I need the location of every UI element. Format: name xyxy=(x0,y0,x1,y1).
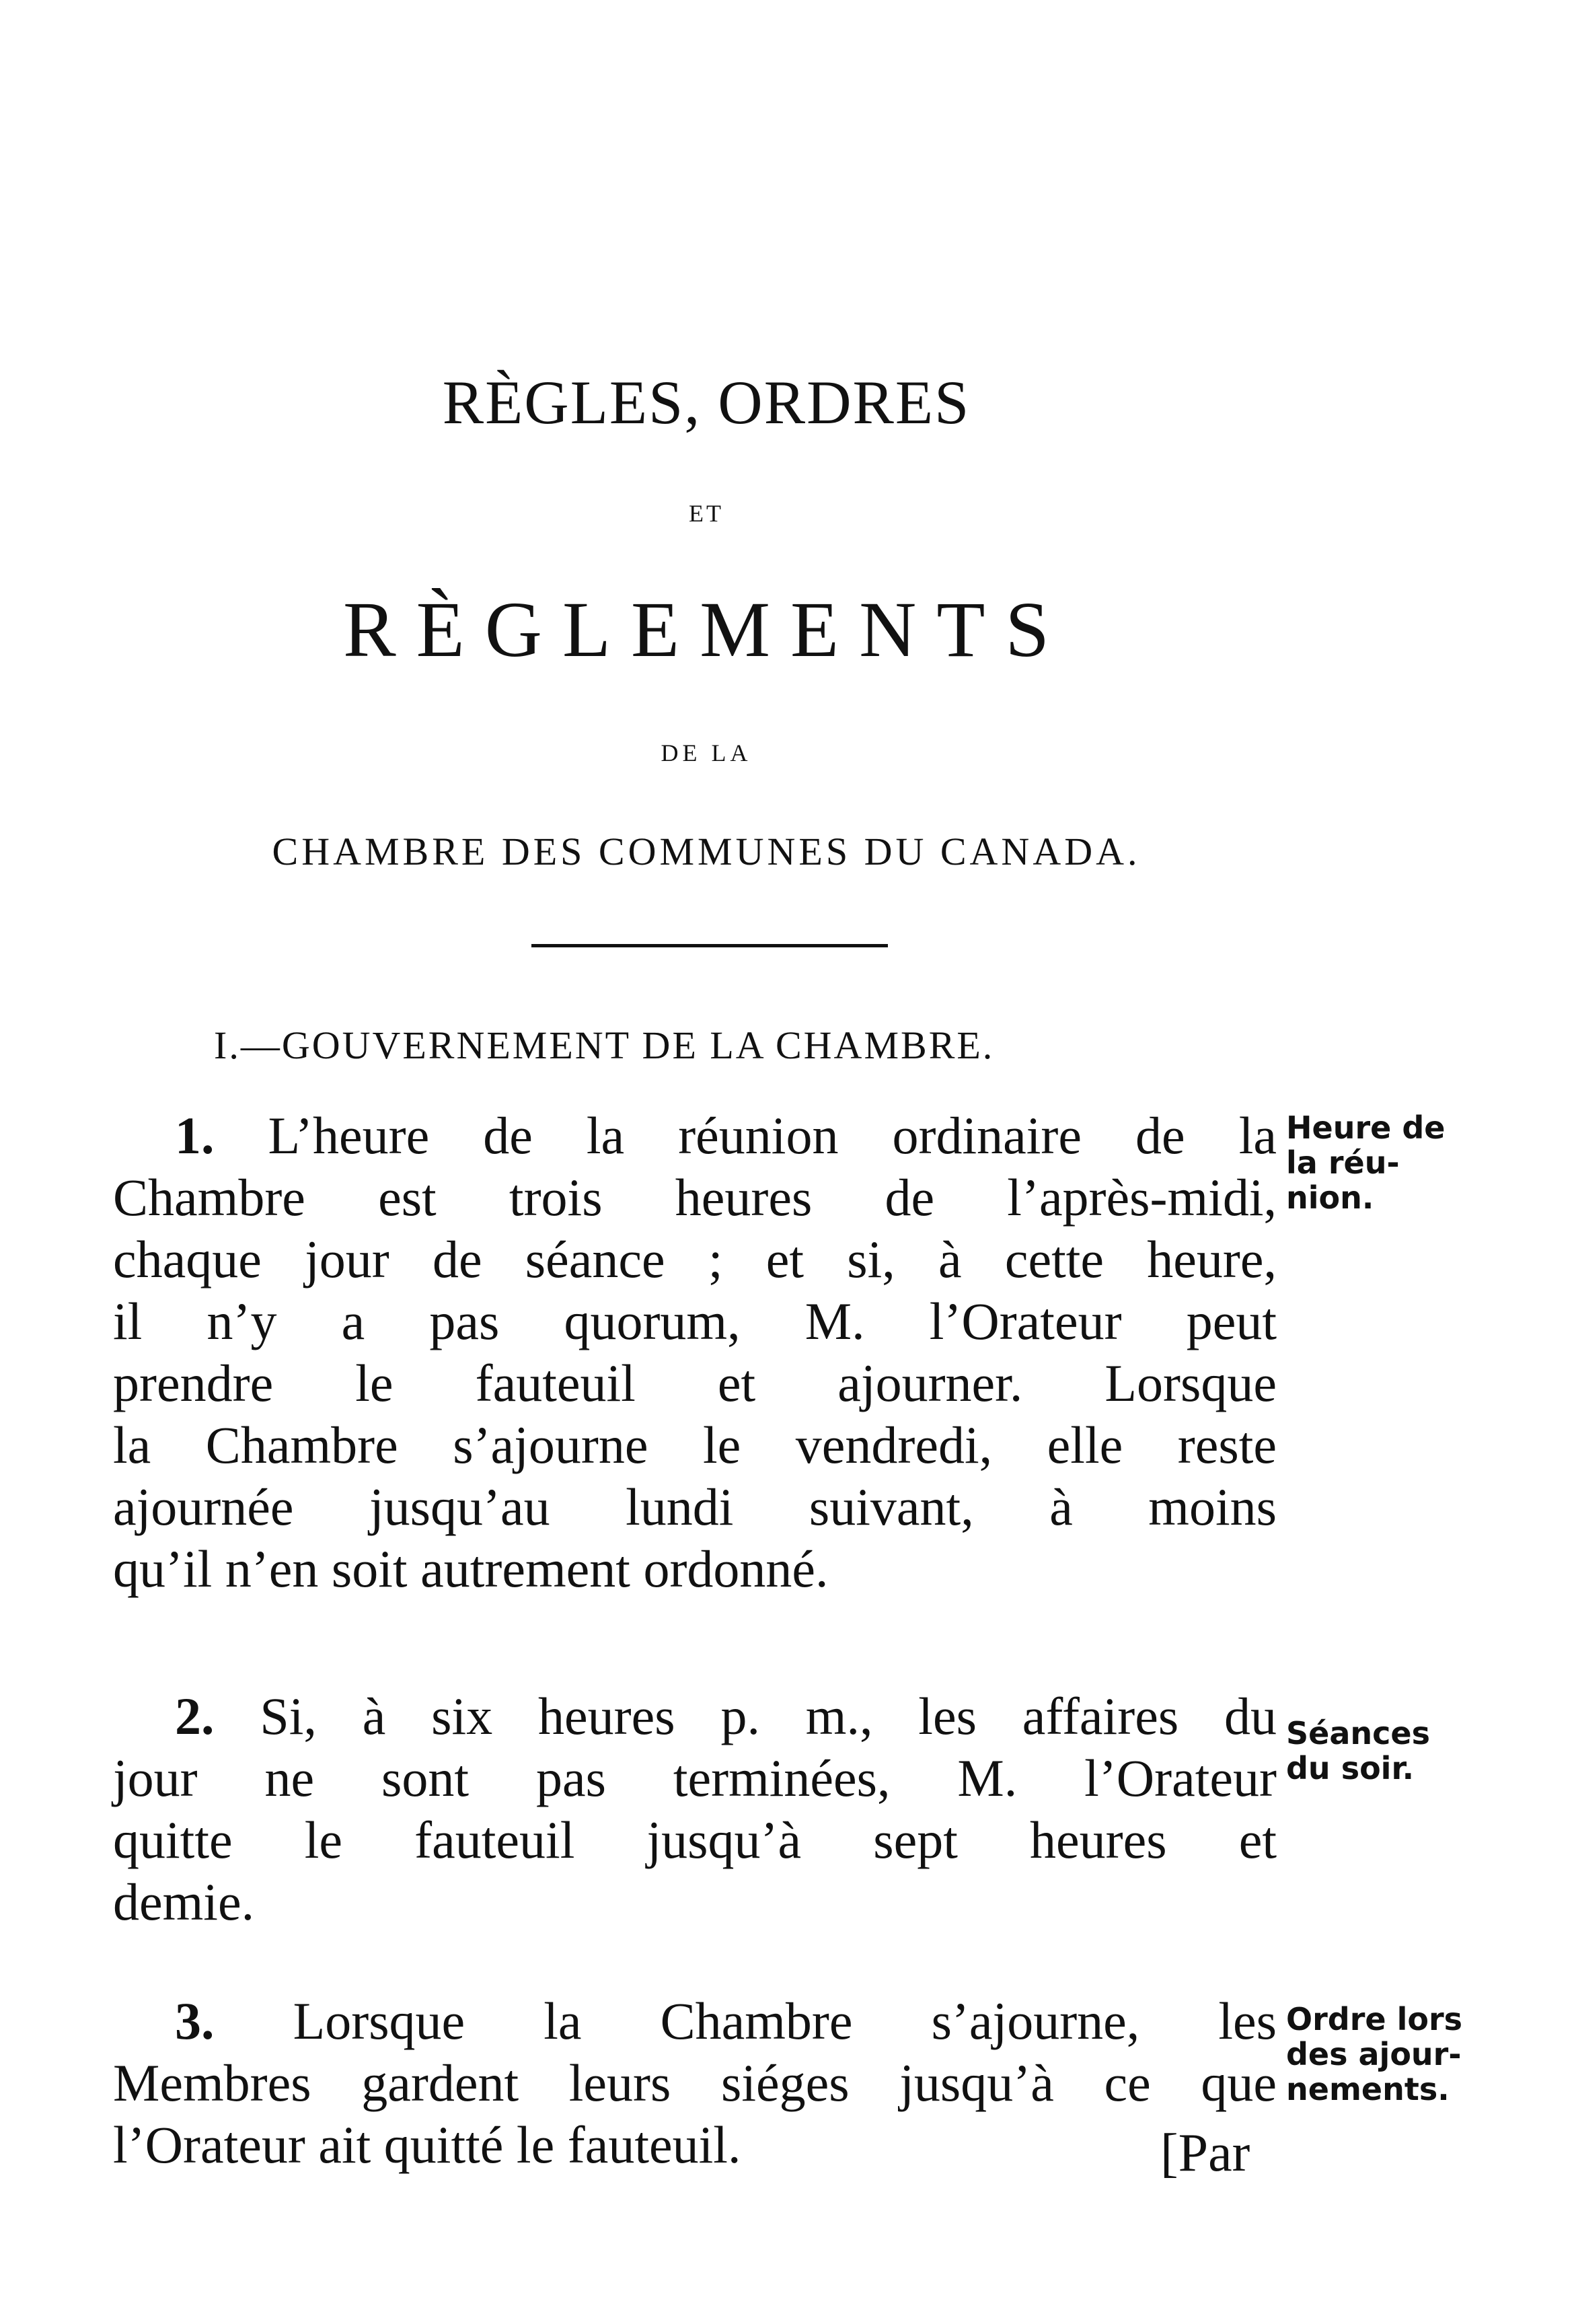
rule-3-paragraph xyxy=(113,1990,1277,2176)
rule-1-line-8: qu’il n’en soit autrement ordonné. xyxy=(113,1539,829,1598)
rule-3-margin-line-2: des ajour- xyxy=(1286,2036,1462,2072)
rule-2-line-3: quitte le fauteuil jusqu’à sept heures et xyxy=(113,1811,1277,1869)
rule-2-paragraph xyxy=(113,1685,1277,1933)
rule-1-line-2: Chambre est trois heures de l’après-midi, xyxy=(113,1168,1277,1227)
rule-1-margin-line-3: nion. xyxy=(1286,1179,1374,1216)
rule-3-line-3: l’Orateur ait quitté le fauteuil. xyxy=(113,2115,741,2174)
rule-2-line-1 xyxy=(113,1685,1277,1747)
rule-1-number: 1. xyxy=(175,1106,215,1165)
rule-1-line-4: il n’y a pas quorum, M. l’Orateur peut xyxy=(113,1292,1277,1350)
rule-2-margin-line-1: Séances xyxy=(1286,1715,1430,1751)
rule-3-line-1 xyxy=(113,1990,1277,2052)
rule-3-margin-line-3: nements. xyxy=(1286,2071,1450,2107)
rule-1-text-line-1: L’heure de la réunion ordinaire de la xyxy=(268,1106,1277,1165)
title-line-1: RÈGLES, ORDRES xyxy=(442,368,971,437)
rule-1-line-7: ajournée jusqu’au lundi suivant, à moins xyxy=(113,1478,1277,1536)
rule-2-margin-line-2: du soir. xyxy=(1286,1750,1415,1786)
rule-3-margin-note xyxy=(1286,2002,1508,2107)
title-divider xyxy=(531,944,888,947)
rule-1-margin-note xyxy=(1286,1110,1508,1215)
title-connector-et: ET xyxy=(689,500,724,527)
rule-1-line-1 xyxy=(113,1105,1277,1167)
rule-3-number: 3. xyxy=(175,1992,215,2050)
rule-2-margin-note xyxy=(1286,1716,1508,1786)
title-connector-dela: DE LA xyxy=(661,739,752,766)
title-line-2: RÈGLEMENTS xyxy=(342,585,1070,674)
rule-1-margin-line-1: Heure de xyxy=(1286,1110,1446,1146)
rule-3-margin-line-1: Ordre lors xyxy=(1286,2001,1463,2037)
title-line-3: CHAMBRE DES COMMUNES DU CANADA. xyxy=(272,830,1141,873)
rule-2-number: 2. xyxy=(175,1687,215,1745)
rule-1-line-3: chaque jour de séance ; et si, à cette heure, xyxy=(113,1230,1277,1288)
rule-2-line-2: jour ne sont pas terminées, M. l’Orateur xyxy=(113,1749,1277,1807)
rule-2-text-line-1: Si, à six heures p. m., les affaires du xyxy=(260,1687,1277,1745)
catchword: [Par xyxy=(1160,2123,1250,2183)
rule-1-paragraph xyxy=(113,1105,1277,1600)
rule-3-line-2: Membres gardent leurs siéges jusqu’à ce que xyxy=(113,2054,1277,2112)
rule-1-line-5: prendre le fauteuil et ajourner. Lorsque xyxy=(113,1354,1277,1412)
rule-2-line-4: demie. xyxy=(113,1873,255,1931)
rule-3-text-line-1: Lorsque la Chambre s’ajourne, les xyxy=(293,1992,1277,2050)
section-heading: I.—GOUVERNEMENT DE LA CHAMBRE. xyxy=(214,1023,995,1067)
rule-1-margin-line-2: la réu- xyxy=(1286,1145,1400,1181)
rule-1-line-6: la Chambre s’ajourne le vendredi, elle reste xyxy=(113,1416,1277,1474)
